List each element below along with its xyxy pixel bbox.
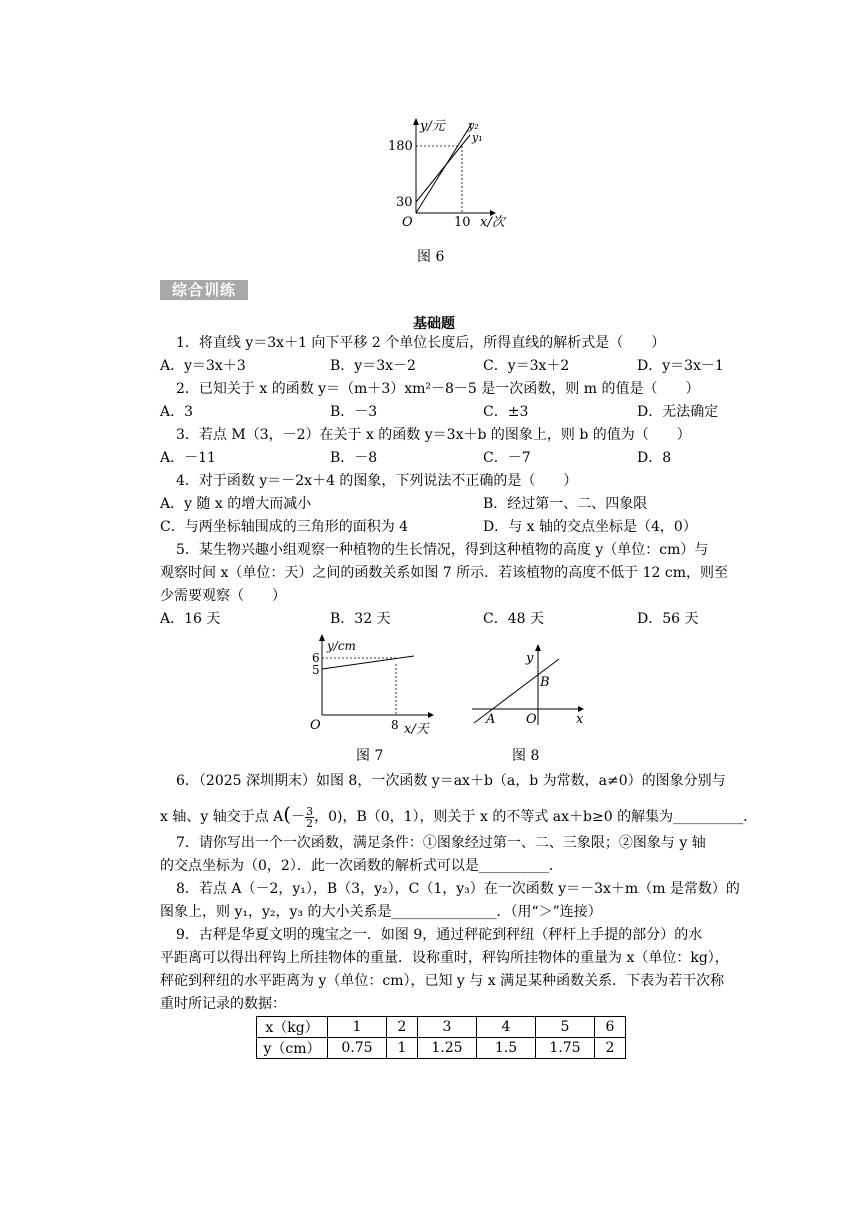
table-cell: 4 [477,1017,536,1038]
table-header-y: y（cm） [257,1038,328,1059]
q9-line-1: 9．古秤是华夏文明的瑰宝之一．如图 9，通过秤砣到秤纽（秤杆上手提的部分）的水 [176,927,703,943]
q6-paren-open: ( [283,802,292,826]
fig8-x-label: x [576,712,584,727]
q1-option-c: C．y＝3x＋2 [483,358,570,374]
q6-frac-num: 3 [306,804,314,818]
table-row-x [257,1017,626,1038]
q9-line-2: 平距离可以得出秤钩上所挂物体的重量．设称重时，秤钩所挂物体的重量为 x（单位：kg）， [160,950,729,966]
table-cell: 6 [595,1017,626,1038]
q9-line-3: 秤砣到秤纽的水平距离为 y（单位：cm），已知 y 与 x 满足某种函数关系．下表为若干次称 [160,973,725,989]
fig7-tick-8: 8 [391,718,399,732]
weight-distance-table [256,1016,626,1059]
fig6-y-label: y/元 [420,119,445,134]
q6-paren-close: ，0) [314,809,343,825]
q6-frac-den: 2 [306,816,314,830]
fig6-y2-label: y₂ [468,119,479,132]
fig8-origin: O [526,712,537,727]
q5-option-b: B．32 天 [330,611,391,627]
q1-option-d: D．y＝3x－1 [637,358,724,374]
fig7-caption: 图 7 [356,748,384,764]
table-cell: 2 [387,1017,418,1038]
q1-option-b: B．y＝3x－2 [330,358,416,374]
q8-line-2: 图象上，则 y₁，y₂，y₃ 的大小关系是_______________．（用“＞”连接） [160,904,602,920]
table-cell: 5 [536,1017,595,1038]
q7-line-2: 的交点坐标为（0，2）．此一次函数的解析式可以是__________． [160,858,563,874]
table-row-y [257,1038,626,1059]
fig7-origin: O [310,718,321,733]
figure-7 [300,633,440,738]
q5-line-2: 观察时间 x（单位：天）之间的函数关系如图 7 所示．若该植物的高度不低于 12 cm，则至 [160,565,728,581]
section-title: 综合训练 [160,280,248,300]
fig7-tick-5: 5 [312,663,320,677]
q1-option-a: A．y＝3x＋3 [160,358,246,374]
q4-option-b: B．经过第一、二、四象限 [483,496,648,512]
table-cell: 2 [595,1038,626,1059]
fig6-y1-label: y₁ [472,131,483,144]
q6-line-2-pre: x 轴、y 轴交于点 A [160,809,284,825]
q3-option-d: D．8 [637,450,672,466]
fig6-caption: 图 6 [417,249,445,265]
fig6-tick-10: 10 [454,215,471,230]
fig8-caption: 图 8 [512,748,540,764]
q7-line-1: 7．请你写出一个一次函数，满足条件：①图象经过第一、二、三象限；②图象与 y 轴 [176,835,706,851]
q4-option-a: A．y 随 x 的增大而减小 [160,496,312,512]
q5-option-a: A．16 天 [160,611,221,627]
fig7-x-label: x/天 [404,722,429,737]
q9-line-4: 重时所记录的数据： [160,996,286,1012]
fig7-tick-6: 6 [312,651,320,665]
q8-line-1: 8．若点 A（－2，y₁），B（3，y₂），C（1，y₃）在一次函数 y＝－3x＋m（m 是常数）的 [176,881,740,897]
q6-fraction [305,806,314,829]
q3-option-c: C．－7 [483,450,531,466]
table-cell: 1.5 [477,1038,536,1059]
table-cell: 3 [418,1017,477,1038]
q3-stem: 3．若点 M（3，－2）在关于 x 的函数 y＝3x＋b 的图象上，则 b 的值为（ ） [176,427,691,443]
q5-option-c: C．48 天 [483,611,544,627]
q6-line-2 [160,802,757,829]
q2-stem: 2．已知关于 x 的函数 y＝（m＋3）xm²－8－5 是一次函数，则 m 的值是（ ） [176,381,700,397]
q3-option-b: B．－8 [330,450,378,466]
q5-line-1: 5．某生物兴趣小组观察一种植物的生长情况，得到这种植物的高度 y（单位：cm）与 [176,542,709,558]
q2-option-d: D．无法确定 [637,404,719,420]
subsection-title: 基础题 [413,316,455,332]
fig6-tick-180: 180 [388,139,413,154]
q6-minus: － [291,809,306,825]
fig6-tick-30: 30 [396,195,413,210]
fig8-point-a: A [486,712,496,727]
q6-line-2-post: ，B（0，1），则关于 x 的不等式 ax＋b≥0 的解集为__________． [342,809,758,825]
q5-option-d: D．56 天 [637,611,699,627]
q2-option-a: A．3 [160,404,194,420]
table-cell: 1.75 [536,1038,595,1059]
table-cell: 1.25 [418,1038,477,1059]
q2-option-c: C．±3 [483,404,529,420]
table-cell: 1 [387,1038,418,1059]
q4-option-d: D．与 x 轴的交点坐标是（4，0） [483,519,697,535]
q2-option-b: B．－3 [330,404,378,420]
q4-option-c: C．与两坐标轴围成的三角形的面积为 4 [160,519,409,535]
table-header-x: x（kg） [257,1017,328,1038]
fig8-y-label: y [526,651,534,666]
fig6-x-label: x/次 [480,215,505,230]
q1-stem: 1．将直线 y＝3x＋1 向下平移 2 个单位长度后，所得直线的解析式是（ ） [176,335,666,351]
q3-option-a: A．－11 [160,450,216,466]
figure-8 [464,643,594,733]
q5-line-3: 少需要观察（ ） [160,588,286,604]
q6-line-1: 6．（2025 深圳期末）如图 8，一次函数 y＝ax＋b（a，b 为常数，a≠0）的图象分别与 [176,773,726,789]
fig6-origin: O [402,215,413,230]
fig8-point-b: B [540,675,550,690]
table-cell: 1 [328,1017,387,1038]
fig7-y-label: y/cm [327,639,356,653]
q4-stem: 4．对于函数 y＝－2x＋4 的图象，下列说法不正确的是（ ） [176,473,578,489]
figure-6 [380,115,520,235]
table-cell: 0.75 [328,1038,387,1059]
